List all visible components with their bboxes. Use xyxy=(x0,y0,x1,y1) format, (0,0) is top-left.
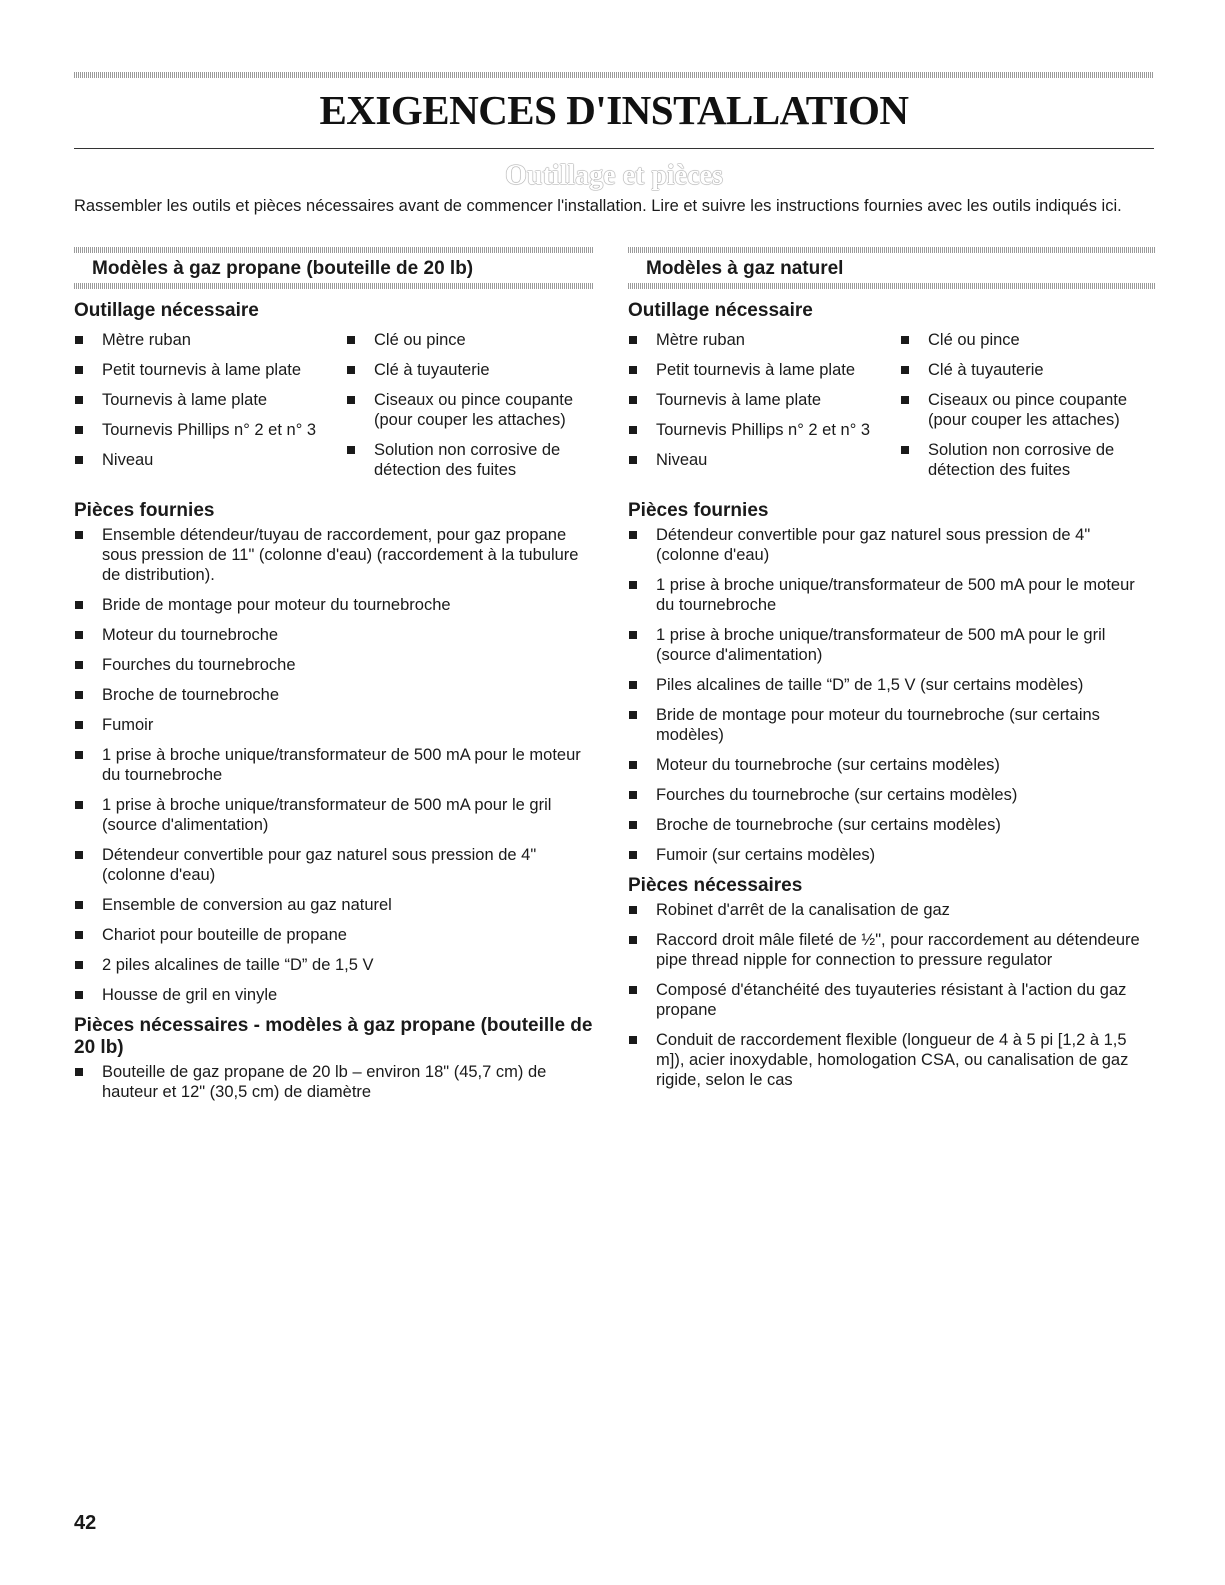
parts-supplied-list xyxy=(628,525,1156,865)
list-item: Housse de gril en vinyle xyxy=(74,985,594,1005)
list-item: Solution non corrosive de détection des fuites xyxy=(346,440,594,480)
list-item: Ciseaux ou pince coupante (pour couper les attaches) xyxy=(900,390,1156,430)
list-item: Ensemble détendeur/tuyau de raccordement, pour gaz propane sous pression de 11" (colonne d'eau) (raccordement à la tubulure de distribution). xyxy=(74,525,594,585)
list-item: Conduit de raccordement flexible (longueur de 4 à 5 pi [1,2 à 1,5 m]), acier inoxydable, homologation CSA, ou canalisation de gaz rigide, selon le cas xyxy=(628,1030,1156,1090)
list-item: Tournevis à lame plate xyxy=(628,390,900,410)
natural-gas-column xyxy=(628,247,1156,1100)
natural-gas-models-title: Modèles à gaz naturel xyxy=(646,258,844,279)
list-item: 1 prise à broche unique/transformateur de 500 mA pour le gril (source d'alimentation) xyxy=(74,795,594,835)
list-item: Robinet d'arrêt de la canalisation de gaz xyxy=(628,900,1156,920)
list-item: Composé d'étanchéité des tuyauteries résistant à l'action du gaz propane xyxy=(628,980,1156,1020)
tools-heading: Outillage nécessaire xyxy=(74,300,259,321)
tools-list xyxy=(628,330,1156,490)
page-title: EXIGENCES D'INSTALLATION xyxy=(319,87,909,133)
list-item: Niveau xyxy=(628,450,900,470)
list-item: Raccord droit mâle fileté de ½", pour raccordement au détendeure pipe thread nipple for connection to pressure regulator xyxy=(628,930,1156,970)
section-title: Outillage et pièces xyxy=(505,160,723,191)
list-item: Moteur du tournebroche (sur certains modèles) xyxy=(628,755,1156,775)
list-item: Fourches du tournebroche xyxy=(74,655,594,675)
parts-supplied-heading: Pièces fournies xyxy=(74,500,215,521)
list-item: Clé ou pince xyxy=(346,330,594,350)
top-hatch-rule xyxy=(74,72,1154,78)
list-item: Bouteille de gaz propane de 20 lb – environ 18" (45,7 cm) de hauteur et 12" (30,5 cm) de diamètre xyxy=(74,1062,594,1102)
parts-needed-list xyxy=(74,1062,594,1102)
list-item: 1 prise à broche unique/transformateur de 500 mA pour le moteur du tournebroche xyxy=(74,745,594,785)
parts-needed-heading: Pièces nécessaires xyxy=(628,875,803,896)
list-item: Ensemble de conversion au gaz naturel xyxy=(74,895,594,915)
parts-supplied-heading: Pièces fournies xyxy=(628,500,769,521)
list-item: 2 piles alcalines de taille “D” de 1,5 V xyxy=(74,955,594,975)
list-item: Mètre ruban xyxy=(74,330,346,350)
list-item: Mètre ruban xyxy=(628,330,900,350)
list-item: Fumoir xyxy=(74,715,594,735)
list-item: Petit tournevis à lame plate xyxy=(74,360,346,380)
page-number: 42 xyxy=(74,1512,97,1534)
parts-supplied-list xyxy=(74,525,594,1005)
list-item: 1 prise à broche unique/transformateur de 500 mA pour le moteur du tournebroche xyxy=(628,575,1156,615)
list-item: Clé à tuyauterie xyxy=(346,360,594,380)
hatch-rule xyxy=(74,283,594,289)
list-item: Clé à tuyauterie xyxy=(900,360,1156,380)
list-item: Broche de tournebroche xyxy=(74,685,594,705)
list-item: Fumoir (sur certains modèles) xyxy=(628,845,1156,865)
list-item: Tournevis Phillips n° 2 et n° 3 xyxy=(628,420,900,440)
list-item: Bride de montage pour moteur du tournebroche xyxy=(74,595,594,615)
list-item: Tournevis à lame plate xyxy=(74,390,346,410)
list-item: Chariot pour bouteille de propane xyxy=(74,925,594,945)
list-item: Moteur du tournebroche xyxy=(74,625,594,645)
list-item: 1 prise à broche unique/transformateur de 500 mA pour le gril (source d'alimentation) xyxy=(628,625,1156,665)
tools-heading: Outillage nécessaire xyxy=(628,300,813,321)
propane-models-title: Modèles à gaz propane (bouteille de 20 lb) xyxy=(92,258,474,279)
propane-column xyxy=(74,247,594,1112)
parts-needed-heading: Pièces nécessaires - modèles à gaz propane (bouteille de 20 lb) xyxy=(74,1015,593,1058)
list-item: Piles alcalines de taille “D” de 1,5 V (sur certains modèles) xyxy=(628,675,1156,695)
parts-needed-list xyxy=(628,900,1156,1090)
list-item: Détendeur convertible pour gaz naturel sous pression de 4" (colonne d'eau) xyxy=(628,525,1156,565)
list-item: Petit tournevis à lame plate xyxy=(628,360,900,380)
title-rule xyxy=(74,148,1154,149)
hatch-rule xyxy=(74,247,594,253)
list-item: Solution non corrosive de détection des fuites xyxy=(900,440,1156,480)
list-item: Clé ou pince xyxy=(900,330,1156,350)
hatch-rule xyxy=(628,247,1156,253)
list-item: Niveau xyxy=(74,450,346,470)
hatch-rule xyxy=(628,283,1156,289)
tools-list xyxy=(74,330,594,490)
list-item: Tournevis Phillips n° 2 et n° 3 xyxy=(74,420,346,440)
list-item: Détendeur convertible pour gaz naturel sous pression de 4" (colonne d'eau) xyxy=(74,845,594,885)
list-item: Fourches du tournebroche (sur certains modèles) xyxy=(628,785,1156,805)
list-item: Bride de montage pour moteur du tournebroche (sur certains modèles) xyxy=(628,705,1156,745)
intro-paragraph: Rassembler les outils et pièces nécessaires avant de commencer l'installation. Lire et suivre les instructions fournies avec les outils indiqués ici. xyxy=(74,197,1122,215)
list-item: Ciseaux ou pince coupante (pour couper les attaches) xyxy=(346,390,594,430)
list-item: Broche de tournebroche (sur certains modèles) xyxy=(628,815,1156,835)
